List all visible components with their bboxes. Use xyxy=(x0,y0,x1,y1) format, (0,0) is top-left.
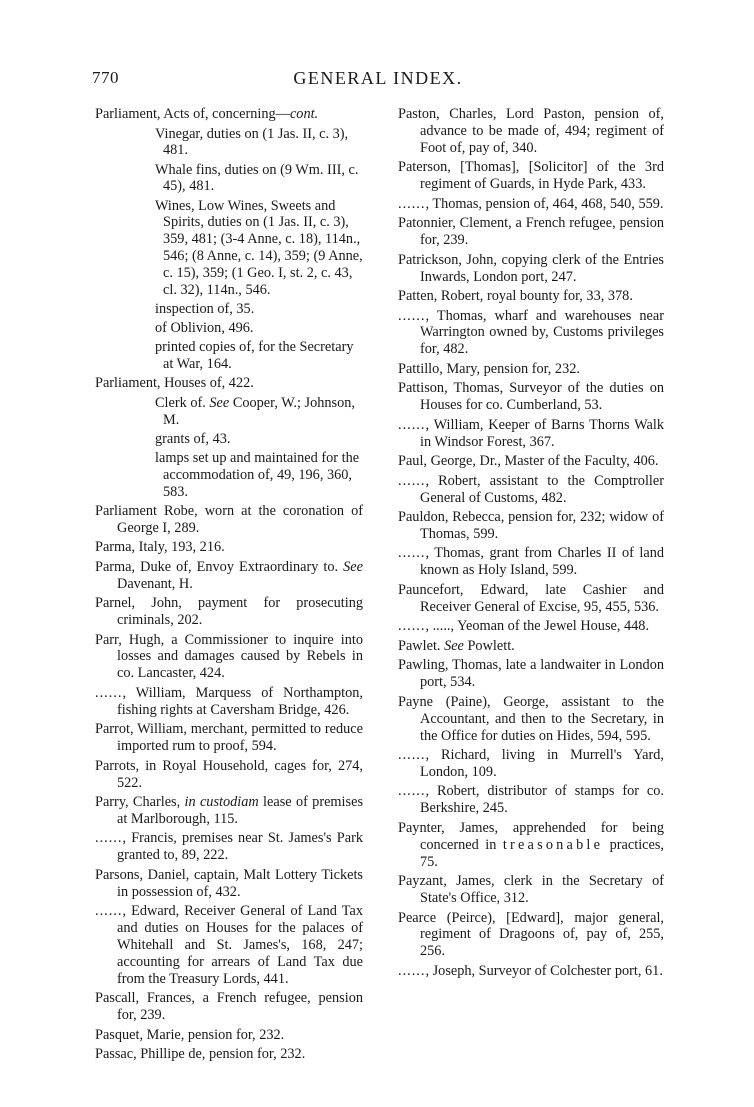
index-column-right xyxy=(398,106,664,982)
index-subentry: of Oblivion, 496. xyxy=(155,320,254,337)
index-entry: Pawlet. See Powlett. xyxy=(398,637,515,654)
index-entry: Pattison, Thomas, Surveyor of the duties on Houses for co. Cumberland, 53. xyxy=(398,380,664,414)
index-entry: Parliament, Acts of, concerning—cont. xyxy=(95,106,319,122)
index-entry: ......, ....., Yeoman of the Jewel House, 448. xyxy=(398,618,650,635)
page-number: 770 xyxy=(92,68,119,87)
index-entry: Parrots, in Royal Household, cages for, 274, 522. xyxy=(95,757,363,791)
index-column-left xyxy=(95,106,363,1066)
index-entry: Paston, Charles, Lord Paston, pension of, advance to be made of, 494; regiment of Foot of, pay of, 340. xyxy=(398,106,664,156)
index-entry: ......, Edward, Receiver General of Land Tax and duties on Houses for the palaces of Whitehall and St. James's, 168, 247; accounting for arrears of Land Tax due from the Treasury Lords, 441. xyxy=(95,903,363,987)
running-head: GENERAL INDEX. xyxy=(293,68,463,88)
index-entry: Paynter, James, apprehended for being concerned in treasonable practices, 75. xyxy=(398,819,665,870)
index-entry: Parnel, John, payment for prosecuting criminals, 202. xyxy=(95,595,363,629)
page-header xyxy=(92,68,664,92)
index-subentry: inspection of, 35. xyxy=(155,301,255,318)
index-entry: ......, Joseph, Surveyor of Colchester port, 61. xyxy=(398,962,663,979)
index-entry: Passac, Phillipe de, pension for, 232. xyxy=(95,1046,306,1063)
index-entry: Pawling, Thomas, late a landwaiter in London port, 534. xyxy=(398,657,664,691)
index-entry: Payzant, James, clerk in the Secretary of State's Office, 312. xyxy=(398,873,664,907)
index-entry: Pattillo, Mary, pension for, 232. xyxy=(398,360,580,377)
index-entry: ......, Robert, assistant to the Comptroller General of Customs, 482. xyxy=(398,472,664,506)
index-entry: ......, William, Keeper of Barns Thorns Walk in Windsor Forest, 367. xyxy=(398,416,664,450)
index-entry: Parma, Italy, 193, 216. xyxy=(95,539,225,556)
index-subentry: Clerk of. See Cooper, W.; Johnson, M. xyxy=(155,394,355,428)
index-entry: Parliament, Houses of, 422. xyxy=(95,375,254,392)
index-subentry: Wines, Low Wines, Sweets and Spirits, duties on (1 Jas. II, c. 3), 359, 481; (3-4 Anne, c. 18), 114n., 546; (8 Anne, c. 14), 359; (9 Anne, c. 15), 359; (1 Geo. I, st. 2, c. 43, cl. 32), 114n., 546. xyxy=(155,197,363,299)
index-entry: Patonnier, Clement, a French refugee, pension for, 239. xyxy=(398,215,664,249)
index-entry: Parsons, Daniel, captain, Malt Lottery Tickets in possession of, 432. xyxy=(95,866,363,900)
index-entry: Pauldon, Rebecca, pension for, 232; widow of Thomas, 599. xyxy=(398,509,664,542)
index-entry: Parr, Hugh, a Commissioner to inquire into losses and damages caused by Rebels in co. Lancaster, 424. xyxy=(95,631,363,682)
index-entry: Patrickson, John, copying clerk of the Entries Inwards, London port, 247. xyxy=(398,251,664,285)
index-entry: Parrot, William, merchant, permitted to reduce imported rum to proof, 594. xyxy=(95,721,363,755)
index-entry: Pearce (Peirce), [Edward], major general, regiment of Dragoons of, pay of, 255, 256. xyxy=(398,909,664,960)
index-subentry: lamps set up and maintained for the accommodation of, 49, 196, 360, 583. xyxy=(155,449,360,500)
index-entry: Pasquet, Marie, pension for, 232. xyxy=(95,1026,285,1043)
index-entry: ......, Robert, distributor of stamps for co. Berkshire, 245. xyxy=(398,783,664,817)
index-subentry: printed copies of, for the Secretary at War, 164. xyxy=(155,339,354,373)
index-entry: Paterson, [Thomas], [Solicitor] of the 3rd regiment of Guards, in Hyde Park, 433. xyxy=(398,159,664,193)
index-entry: ......, Richard, living in Murrell's Yard, London, 109. xyxy=(398,747,664,780)
index-subentry: grants of, 43. xyxy=(155,430,231,447)
index-entry: Payne (Paine), George, assistant to the Accountant, and then to the Secretary, in the Office for duties on Hides, 594, 595. xyxy=(398,693,664,744)
index-entry: Pascall, Frances, a French refugee, pension for, 239. xyxy=(95,990,363,1024)
index-entry: Patten, Robert, royal bounty for, 33, 378. xyxy=(398,288,633,305)
index-entry: ......, Thomas, pension of, 464, 468, 540, 559. xyxy=(398,195,664,212)
index-entry: Parma, Duke of, Envoy Extraordinary to. See Davenant, H. xyxy=(95,558,363,592)
index-entry: Parliament Robe, worn at the coronation of George I, 289. xyxy=(95,502,363,536)
index-entry: Parry, Charles, in custodiam lease of premises at Marlborough, 115. xyxy=(95,794,364,827)
index-entry: ......, Thomas, grant from Charles II of land known as Holy Island, 599. xyxy=(398,545,664,579)
index-subentry: Vinegar, duties on (1 Jas. II, c. 3), 481. xyxy=(155,125,349,159)
index-entry: ......, Francis, premises near St. James's Park granted to, 89, 222. xyxy=(95,830,363,864)
index-entry: Pauncefort, Edward, late Cashier and Receiver General of Excise, 95, 455, 536. xyxy=(398,581,664,615)
index-entry: ......, William, Marquess of Northampton, fishing rights at Caversham Bridge, 426. xyxy=(95,684,363,718)
index-entry: Paul, George, Dr., Master of the Faculty, 406. xyxy=(398,453,659,470)
index-entry: ......, Thomas, wharf and warehouses near Warrington owned by, Customs privileges for, 482. xyxy=(398,307,664,358)
index-subentry: Whale fins, duties on (9 Wm. III, c. 45), 481. xyxy=(155,161,359,195)
